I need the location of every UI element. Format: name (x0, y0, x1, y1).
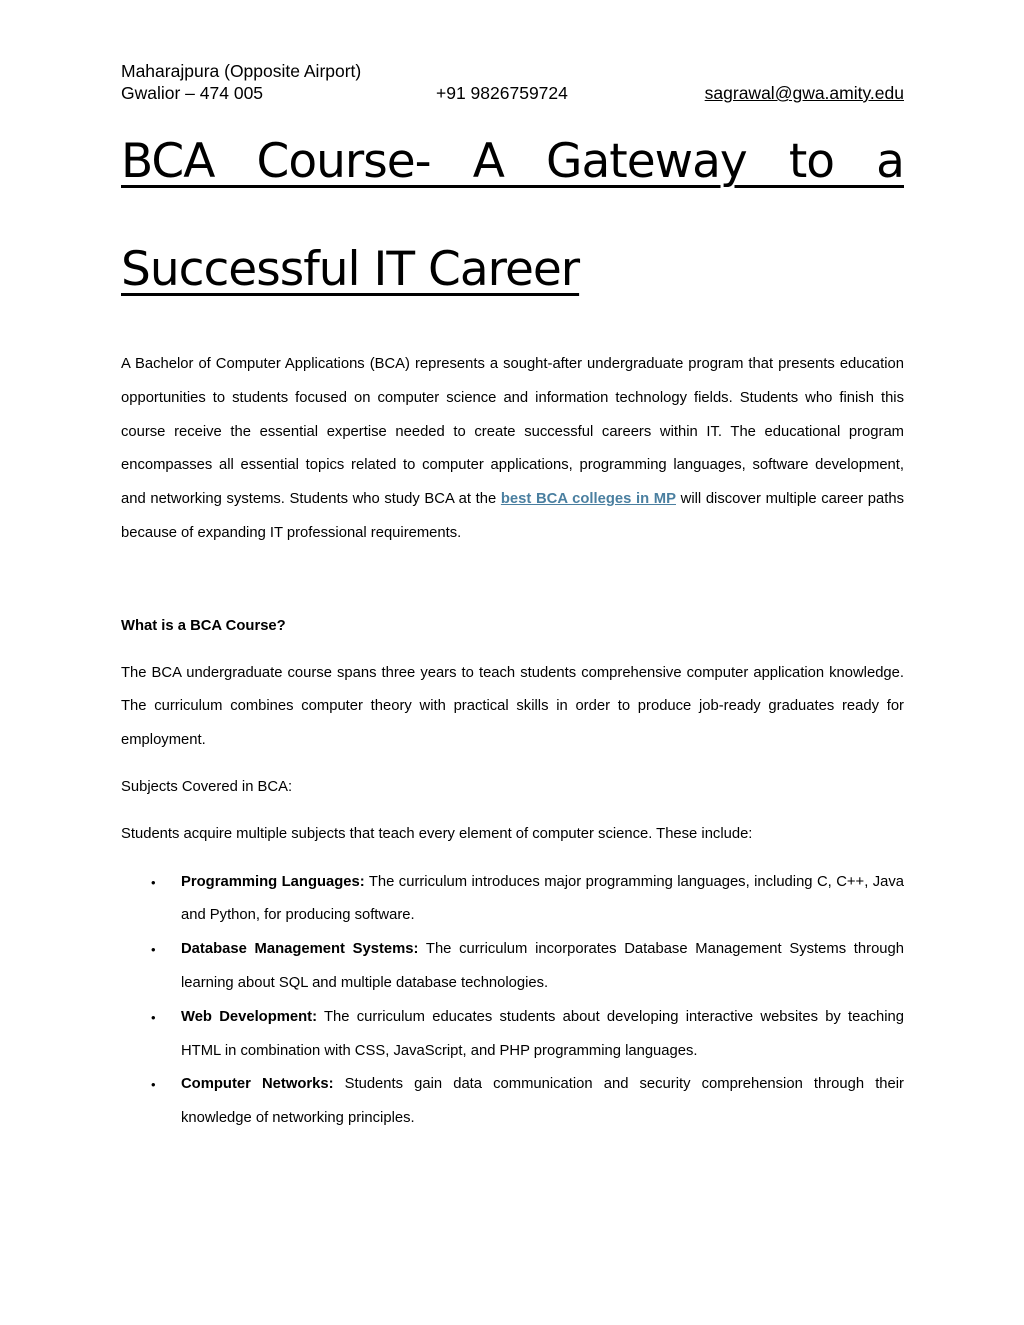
address-line-1: Maharajpura (Opposite Airport) (121, 61, 362, 81)
bullet-text: The curriculum incorporates Database Management Systems through learning about SQL and multiple database technologies. (181, 941, 904, 991)
section-paragraph: The BCA undergraduate course spans three years to teach students comprehensive computer application knowledge. The curriculum combines computer theory with practical skills in order to produce job-ready graduates ready for employment. (121, 664, 904, 749)
address-line-2: Gwalior – 474 005 (121, 83, 264, 103)
bullet-icon: • (151, 942, 156, 958)
bullet-term: Computer Networks: (181, 1076, 334, 1093)
list-item (121, 1001, 904, 1069)
list-item (121, 1068, 904, 1136)
best-bca-colleges-link[interactable]: best BCA colleges in MP (500, 491, 676, 508)
intro-text-before-link: A Bachelor of Computer Applications (BCA) represents a sought-after undergraduate program that presents education opportunities to students focused on computer science and information technology fields. Students who finish this course receive the essential expertise needed to create successful careers within IT. The educational program encompasses all essential topics related to computer applications, programming languages, software development, and networking systems. Students who study BCA at the (121, 356, 904, 508)
title-line-1: BCA Course- A Gateway to a (121, 134, 904, 189)
phone-number: +91 9826759724 (436, 83, 568, 103)
list-item (121, 866, 904, 934)
section-heading: What is a BCA Course? (121, 617, 286, 634)
email-link[interactable]: sagrawal@gwa.amity.edu (704, 83, 904, 103)
bullet-text: Students gain data communication and security comprehension through their knowledge of networking principles. (181, 1076, 904, 1127)
bullet-icon: • (151, 874, 156, 890)
document-body (121, 348, 904, 1136)
bullet-icon: • (151, 1077, 156, 1093)
bullet-icon: • (151, 1009, 156, 1025)
contact-header (121, 60, 904, 104)
title-line-2: Successful IT Career (121, 242, 580, 297)
bullet-term: Web Development: (181, 1008, 318, 1025)
intro-text-after-link: will discover multiple career paths because of expanding IT professional requirements. (121, 491, 904, 541)
bullet-text: The curriculum introduces major programming languages, including C, C++, Java and Python, for producing software. (181, 873, 905, 924)
list-item (121, 933, 904, 1001)
bullet-text: The curriculum educates students about developing interactive websites by teaching HTML in combination with CSS, JavaScript, and PHP programming languages. (181, 1008, 904, 1059)
page-title (121, 108, 904, 324)
subjects-label: Subjects Covered in BCA: (121, 778, 293, 795)
bullet-term: Programming Languages: (181, 873, 365, 890)
subjects-intro: Students acquire multiple subjects that teach every element of computer science. These include: (121, 825, 753, 842)
bullet-term: Database Management Systems: (181, 941, 419, 958)
subjects-list (121, 866, 904, 1136)
address-line-2-row (121, 82, 904, 104)
intro-paragraph (121, 348, 904, 551)
